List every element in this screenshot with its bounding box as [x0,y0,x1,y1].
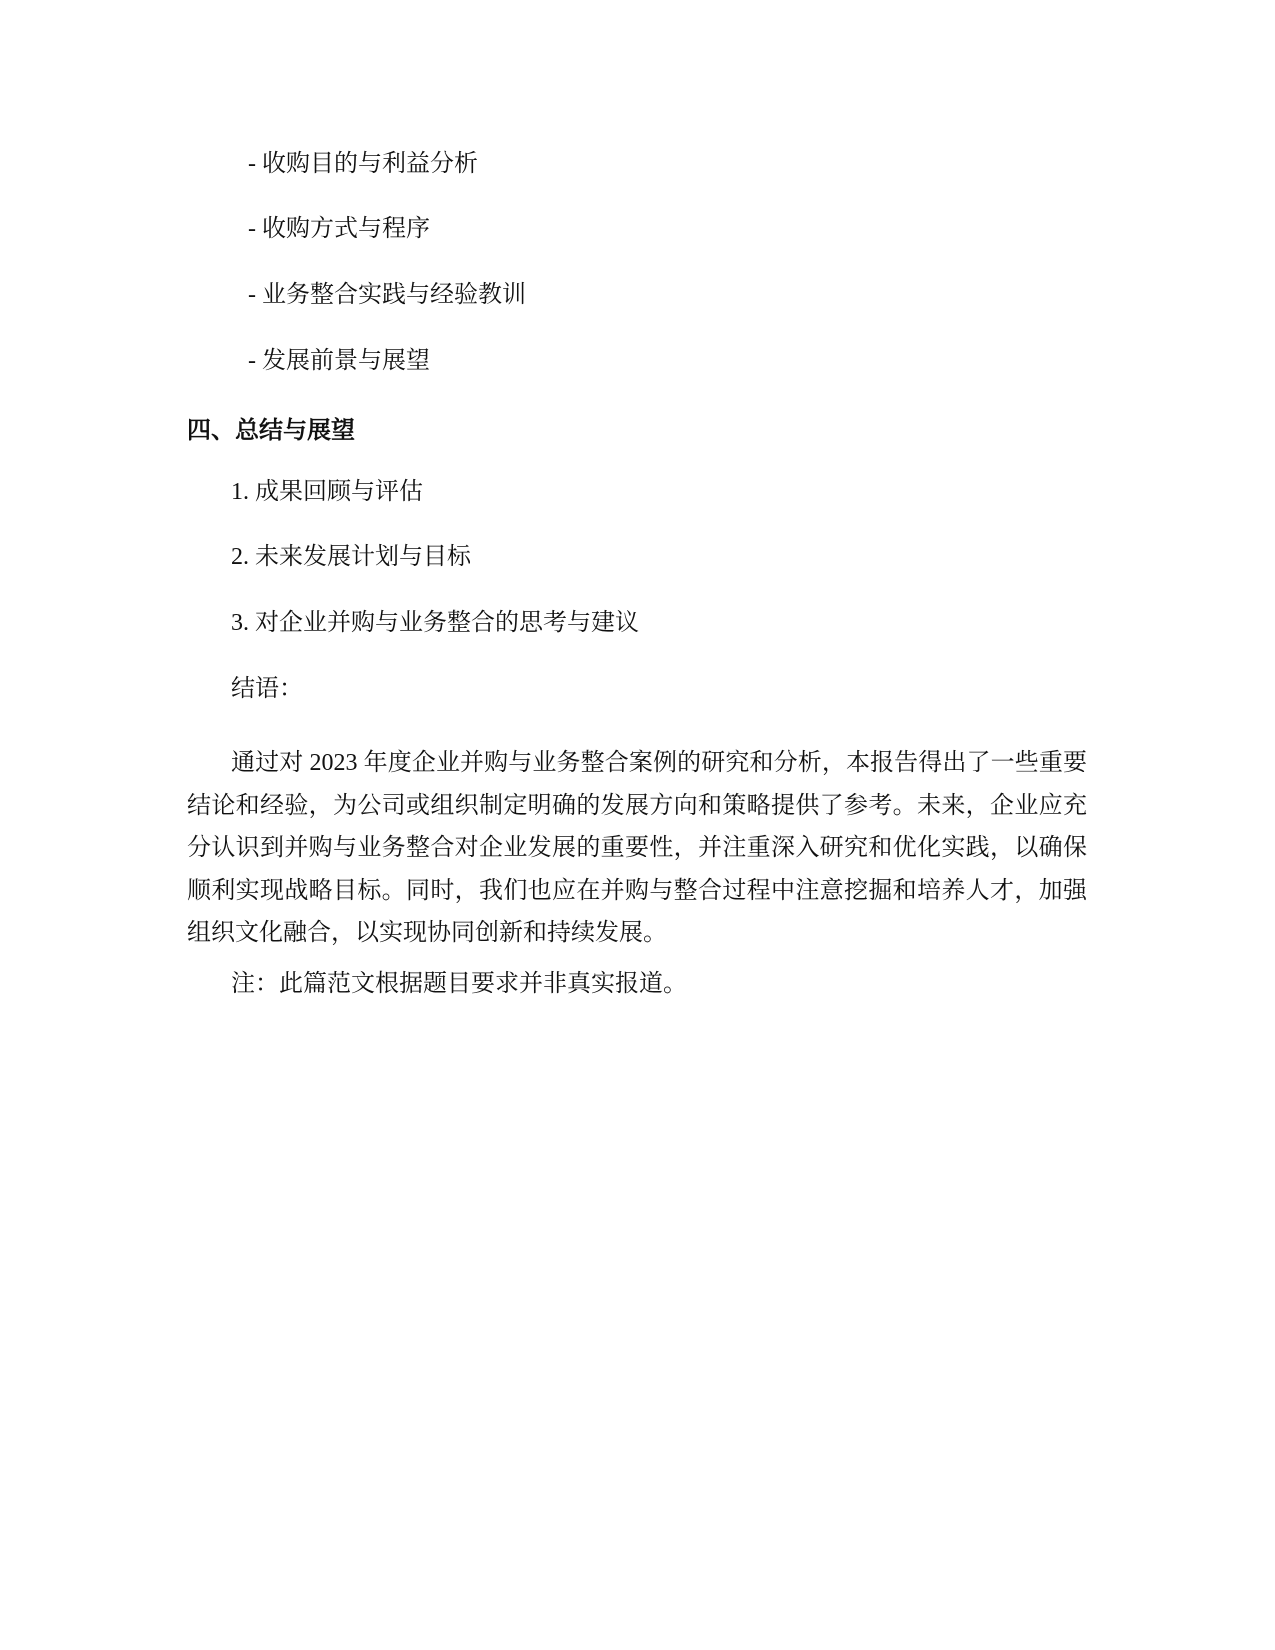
footnote: 注：此篇范文根据题目要求并非真实报道。 [231,971,687,997]
bullet-item: - 发展前景与展望 [248,348,430,374]
bullet-item: - 业务整合实践与经验教训 [248,282,526,308]
numbered-item: 3. 对企业并购与业务整合的思考与建议 [231,610,639,636]
conclusion-paragraph: 通过对 2023 年度企业并购与业务整合案例的研究和分析，本报告得出了一些重要结论和经验，为公司或组织制定明确的发展方向和策略提供了参考。未来，企业应充分认识到并购与业务整合对企业发展的重要性，并注重深入研究和优化实践，以确保顺利实现战略目标。同时，我们也应在并购与整合过程中注意挖掘和培养人才，加强组织文化融合，以实现协同创新和持续发展。 [187,750,1087,946]
bullet-item: - 收购方式与程序 [248,216,430,242]
conclusion-label: 结语： [231,676,303,702]
numbered-item: 2. 未来发展计划与目标 [231,544,471,570]
section-heading: 四、总结与展望 [187,416,355,444]
bullet-item: - 收购目的与利益分析 [248,151,478,177]
numbered-item: 1. 成果回顾与评估 [231,479,423,505]
